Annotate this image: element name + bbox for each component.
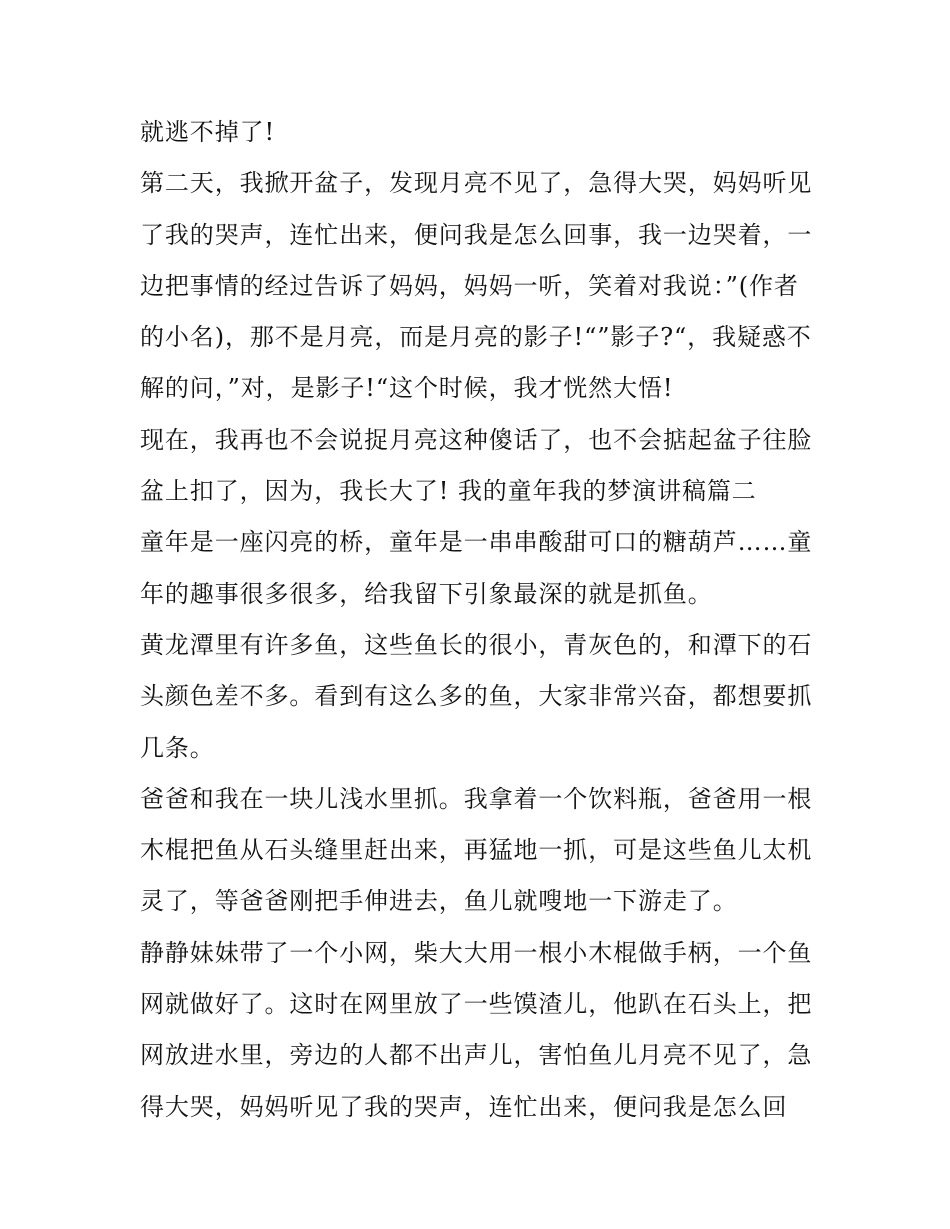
text-line: 网放进水里，旁边的人都不出声儿，害怕鱼儿月亮不见了，急 xyxy=(140,1041,813,1070)
text-line: 木棍把鱼从石头缝里赶出来，再猛地一抓，可是这些鱼儿太机 xyxy=(140,836,813,865)
text-line: 黄龙潭里有许多鱼，这些鱼长的很小，青灰色的，和潭下的石 xyxy=(140,630,813,659)
text-line: 的小名)，那不是月亮，而是月亮的影子!“”影子?“，我疑惑不 xyxy=(140,323,812,352)
text-line: 就逃不掉了! xyxy=(140,118,276,146)
text-line: 头颜色差不多。看到有这么多的鱼，大家非常兴奋，都想要抓 xyxy=(140,682,813,711)
text-line: 第二天，我掀开盆子，发现月亮不见了，急得大哭，妈妈听见 xyxy=(140,169,813,198)
text-line: 几条。 xyxy=(140,733,215,762)
text-line: 网就做好了。这时在网里放了一些馍渣儿，他趴在石头上，把 xyxy=(140,990,813,1019)
document-body xyxy=(140,107,820,1133)
text-line: 了我的哭声，连忙出来，便问我是怎么回事，我一边哭着，一 xyxy=(140,220,813,249)
text-line: 现在，我再也不会说捉月亮这种傻话了，也不会掂起盆子往脸 xyxy=(140,425,813,454)
text-line: 年的趣事很多很多，给我留下引象最深的就是抓鱼。 xyxy=(140,579,713,608)
text-line: 得大哭，妈妈听见了我的哭声，连忙出来，便问我是怎么回 xyxy=(140,1092,788,1121)
text-line: 盆上扣了，因为，我长大了! 我的童年我的梦演讲稿篇二 xyxy=(140,477,757,506)
text-line: 静静妹妹带了一个小网，柴大大用一根小木棍做手柄，一个鱼 xyxy=(140,938,813,967)
text-line: 边把事情的经过告诉了妈妈，妈妈一听，笑着对我说：”(作者 xyxy=(140,271,799,300)
text-line: 爸爸和我在一块儿浅水里抓。我拿着一个饮料瓶，爸爸用一根 xyxy=(140,784,813,813)
text-line: 解的问，”对，是影子!“这个时候，我才恍然大悟! xyxy=(140,374,674,403)
text-line: 童年是一座闪亮的桥，童年是一串串酸甜可口的糖葫芦……童 xyxy=(140,528,813,557)
text-line: 灵了，等爸爸刚把手伸进去，鱼儿就嗖地一下游走了。 xyxy=(140,887,738,916)
